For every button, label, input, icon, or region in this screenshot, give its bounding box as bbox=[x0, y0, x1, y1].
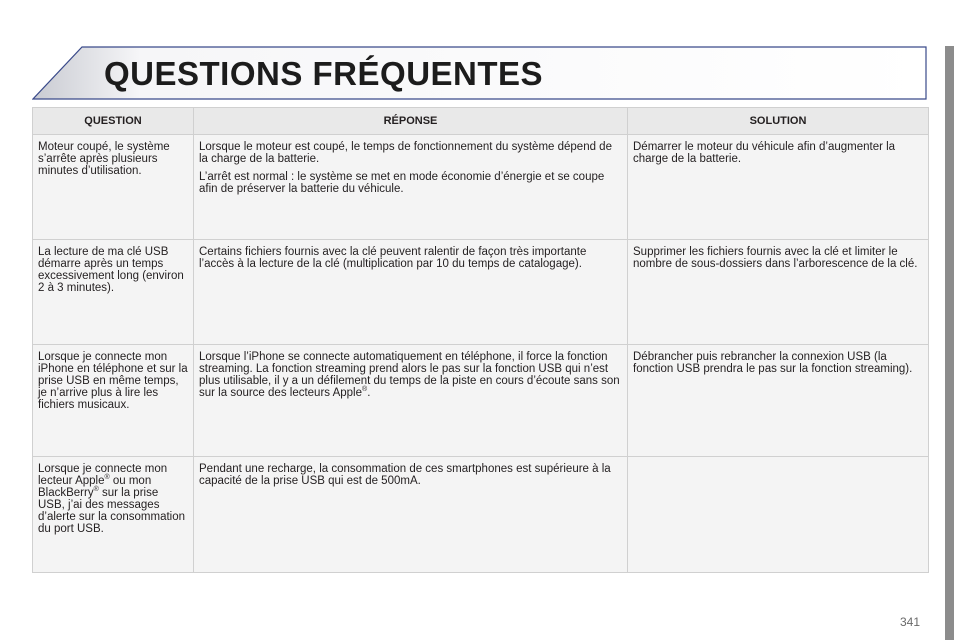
answer-cell bbox=[194, 345, 628, 457]
table-row bbox=[33, 240, 929, 345]
question-cell bbox=[33, 457, 194, 573]
solution-cell bbox=[628, 457, 929, 573]
column-header-question: QUESTION bbox=[33, 108, 194, 135]
table-header-row bbox=[33, 108, 929, 135]
solution-cell: Débrancher puis rebrancher la connexion USB (la fonction USB prendra le pas sur la fonction streaming). bbox=[628, 345, 929, 457]
page-title: QUESTIONS FRÉQUENTES bbox=[104, 55, 544, 92]
question-text: sur la prise USB, j’ai des messages d’alerte sur la consommation du port USB. bbox=[38, 487, 186, 535]
table-row bbox=[33, 457, 929, 573]
answer-paragraph: L’arrêt est normal : le système se met en mode économie d’énergie et se coupe afin de préserver la batterie du véhicule. bbox=[199, 171, 605, 195]
answer-paragraph: Lorsque le moteur est coupé, le temps de fonctionnement du système dépend de la charge de la batterie. bbox=[199, 141, 612, 165]
solution-cell: Supprimer les fichiers fournis avec la clé et limiter le nombre de sous-dossiers dans l’arborescence de la clé. bbox=[628, 240, 929, 345]
side-bar bbox=[945, 46, 954, 640]
registered-mark: ® bbox=[93, 486, 99, 494]
column-header-answer: RÉPONSE bbox=[194, 108, 628, 135]
question-cell: La lecture de ma clé USB démarre après un temps excessivement long (environ 2 à 3 minutes). bbox=[33, 240, 194, 345]
faq-table bbox=[32, 107, 929, 573]
question-cell: Moteur coupé, le système s’arrête après plusieurs minutes d’utilisation. bbox=[33, 135, 194, 240]
registered-mark: ® bbox=[104, 474, 110, 482]
answer-text-end: . bbox=[367, 387, 371, 399]
question-text: ou mon BlackBerry bbox=[38, 475, 152, 499]
registered-mark: ® bbox=[362, 386, 368, 394]
table-row bbox=[33, 345, 929, 457]
page-number: 341 bbox=[900, 615, 921, 629]
column-header-solution: SOLUTION bbox=[628, 108, 929, 135]
answer-text: Lorsque l’iPhone se connecte automatiquement en téléphone, il force la fonction streaming. La fonction streaming prend alors le pas sur la fonction USB qui n’est plus utilisable, il y a un défilement du temps de la piste en cours d’écoute sans son sur la source des lecteurs Apple bbox=[199, 351, 620, 399]
table-row bbox=[33, 135, 929, 240]
question-text: Lorsque je connecte mon lecteur Apple bbox=[38, 463, 168, 487]
answer-paragraph bbox=[199, 351, 622, 399]
answer-cell bbox=[194, 135, 628, 240]
solution-cell: Démarrer le moteur du véhicule afin d’augmenter la charge de la batterie. bbox=[628, 135, 929, 240]
answer-paragraph: Pendant une recharge, la consommation de ces smartphones est supérieure à la capacité de la prise USB qui est de 500mA. bbox=[199, 463, 611, 487]
answer-cell bbox=[194, 240, 628, 345]
answer-cell bbox=[194, 457, 628, 573]
answer-paragraph: Certains fichiers fournis avec la clé peuvent ralentir de façon très importante l’accès à la lecture de la clé (multiplication par 10 du temps de catalogage). bbox=[199, 246, 587, 270]
question-cell: Lorsque je connecte mon iPhone en téléphone et sur la prise USB en même temps, je n’arrive plus à lire les fichiers musicaux. bbox=[33, 345, 194, 457]
